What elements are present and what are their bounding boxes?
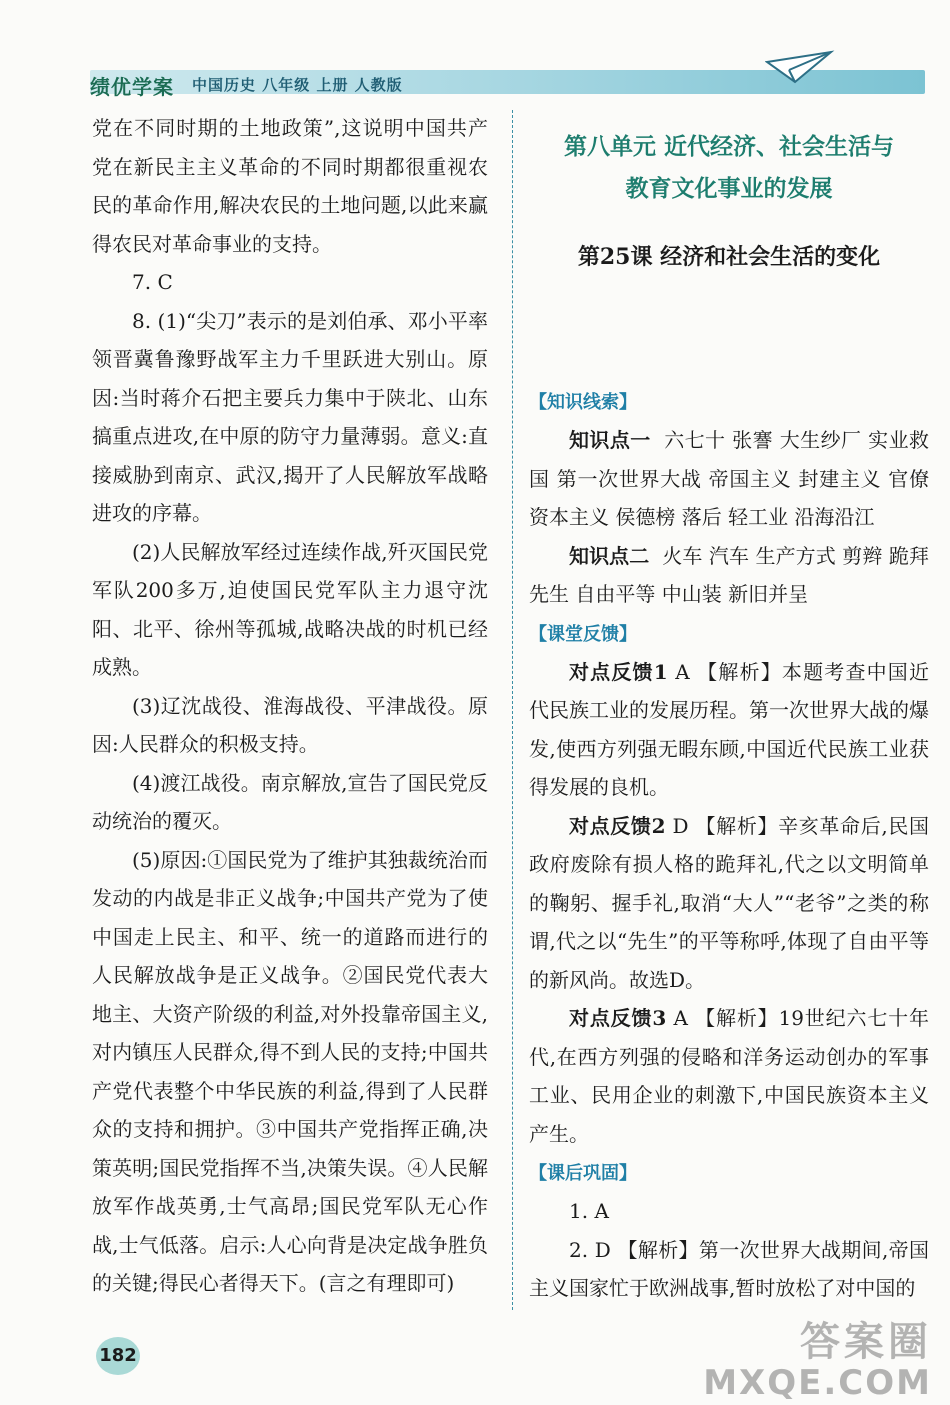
section-after-class: 【课后巩固】 — [529, 1163, 637, 1184]
answer-7: 7. C — [132, 270, 173, 294]
unit-title — [529, 126, 929, 210]
answer-8-4: (4)渡江战役。南京解放,宣告了国民党反动统治的覆灭。 — [92, 770, 488, 833]
fb2-label: 对点反馈2 — [569, 813, 666, 838]
knowledge-point-2 — [529, 537, 929, 614]
brand-logo: 绩优学案 — [90, 75, 174, 99]
left-column — [92, 109, 488, 1303]
watermark-line1: 答案圈 — [800, 1319, 932, 1365]
page-header — [0, 0, 950, 100]
kp2-label: 知识点二 — [569, 543, 650, 568]
feedback-3 — [529, 999, 929, 1153]
unit-title-line2: 教育文化事业的发展 — [625, 176, 833, 202]
answer-8-1: 8. (1)“尖刀”表示的是刘伯承、邓小平率领晋冀鲁豫野战军主力千里跃进大别山。原因:当时蒋介石把主要兵力集中于陕北、山东搞重点进攻,在中原的防守力量薄弱。意义:直接威胁到南京、武汉,揭开了人民解放军战略进攻的序幕。 — [92, 308, 488, 525]
right-column — [529, 382, 929, 1308]
fb1-label: 对点反馈1 — [569, 659, 668, 684]
section-classroom: 【课堂反馈】 — [529, 623, 637, 645]
kp1-label: 知识点一 — [569, 428, 651, 452]
feedback-1 — [529, 653, 929, 807]
fb3-text: A 【解析】19世纪六七十年代,在西方列强的侵略和洋务运动创办的军事工业、民用企业的刺激下,中国民族资本主义产生。 — [529, 1006, 930, 1146]
kp2-text: 火车 汽车 生产方式 剪辫 跪拜 先生 自由平等 中山装 新旧并呈 — [529, 543, 929, 606]
feedback-2 — [529, 807, 929, 1000]
answer-8-2: (2)人民解放军经过连续作战,歼灭国民党军队200多万,迫使国民党军队主力退守沈阳、北平、徐州等孤城,战略决战的时机已经成熟。 — [92, 539, 488, 679]
after-answer-1: 1. A — [569, 1199, 609, 1223]
paper-plane-icon — [765, 48, 835, 88]
column-divider — [512, 110, 514, 1310]
unit-title-line1: 第八单元 近代经济、社会生活与 — [563, 134, 894, 160]
answer-8-5: (5)原因:①国民党为了维护其独裁统治而发动的内战是非正义战争;中国共产党为了使中国走上民主、和平、统一的道路而进行的人民解放战争是正义战争。②国民党代表大地主、大资产阶级的利益,对外投靠帝国主义,对内镇压人民群众,得不到人民的支持;中国共产党代表整个中华民族的利益,得到了人民群众的支持和拥护。③中国共产党指挥正确,决策英明;国民党指挥不当,决策失误。④人民解放军作战英勇,士气高昂;国民党军队无心作战,士气低落。启示:人心向背是决定战争胜负的关键;得民心者得天下。(言之有理即可) — [92, 847, 488, 1295]
watermark-line2: MXQE.COM — [703, 1363, 932, 1403]
watermark — [703, 1319, 932, 1401]
fb3-label: 对点反馈3 — [569, 1006, 667, 1030]
knowledge-point-1 — [529, 421, 929, 537]
answer-paragraph: 党在不同时期的土地政策”,这说明中国共产党在新民主主义革命的不同时期都很重视农民的革命作用,解决农民的土地问题,以此来赢得农民对革命事业的支持。 — [92, 116, 488, 256]
kp1-text: 六七十 张謇 大生纱厂 实业救国 第一次世界大战 帝国主义 封建主义 官僚资本主义 侯德榜 落后 轻工业 沿海沿江 — [529, 428, 930, 529]
lesson-title: 第25课 经济和社会生活的变化 — [577, 244, 881, 270]
after-answer-2: 2. D 【解析】第一次世界大战期间,帝国主义国家忙于欧洲战事,暂时放松了对中国的 — [529, 1237, 929, 1300]
book-info: 中国历史 八年级 上册 人教版 — [192, 76, 403, 94]
page-number: 182 — [96, 1337, 140, 1375]
fb1-text: A 【解析】本题考查中国近代民族工业的发展历程。第一次世界大战的爆发,使西方列强无暇东顾,中国近代民族工业获得发展的良机。 — [529, 659, 929, 799]
section-knowledge: 【知识线索】 — [529, 392, 637, 413]
answer-8-3: (3)辽沈战役、淮海战役、平津战役。原因:人民群众的积极支持。 — [92, 693, 488, 756]
fb2-text: D 【解析】辛亥革命后,民国政府废除有损人格的跪拜礼,代之以文明简单的鞠躬、握手礼,取消“大人”“老爷”之类的称谓,代之以“先生”的平等称呼,体现了自由平等的新风尚。故选D。 — [529, 813, 929, 992]
